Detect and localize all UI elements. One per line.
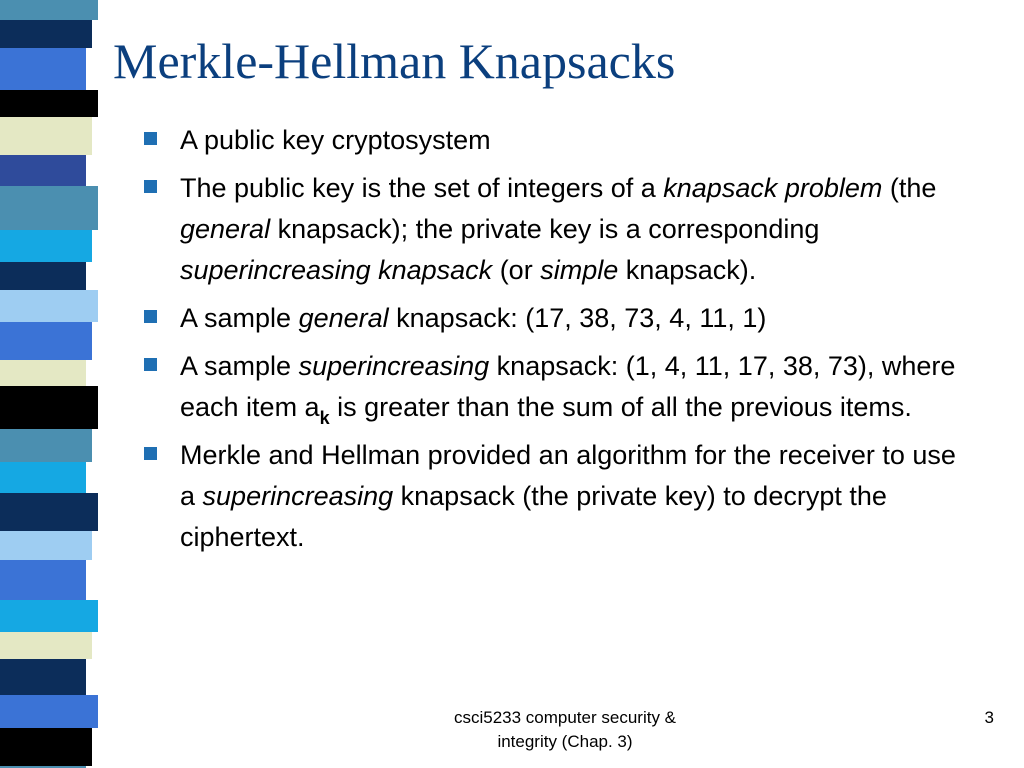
subscript-text: k <box>319 408 330 429</box>
stripe-block <box>0 462 86 493</box>
bullet-item <box>144 298 984 339</box>
stripe-block <box>0 560 86 600</box>
text-segment: (or <box>492 255 541 285</box>
text-segment: (the <box>882 173 937 203</box>
bullet-text <box>180 168 970 291</box>
stripe-block <box>0 429 92 462</box>
italic-text: general <box>180 214 271 244</box>
stripe-block <box>0 632 92 659</box>
italic-text: superincreasing <box>202 481 394 511</box>
stripe-block <box>0 531 92 560</box>
stripe-block <box>0 728 92 766</box>
bullet-text <box>180 298 970 339</box>
stripe-block <box>0 155 86 186</box>
bullet-item <box>144 346 984 428</box>
bullet-item <box>144 435 984 558</box>
italic-text: knapsack problem <box>663 173 883 203</box>
text-segment: Merkle and Hellman provided an algorithm for the receiver to use a <box>180 440 956 511</box>
stripe-block <box>0 186 98 230</box>
text-segment: is greater than the sum of all the previous items. <box>329 392 912 422</box>
stripe-block <box>0 90 98 117</box>
stripe-block <box>0 117 92 155</box>
bullet-text <box>180 346 970 428</box>
decorative-left-stripe <box>0 0 98 768</box>
slide-title: Merkle-Hellman Knapsacks <box>113 33 676 89</box>
bullet-list <box>144 120 984 565</box>
stripe-block <box>0 493 98 531</box>
stripe-block <box>0 262 86 290</box>
stripe-block <box>0 20 92 48</box>
stripe-block <box>0 386 98 429</box>
stripe-block <box>0 322 92 360</box>
text-segment: knapsack). <box>618 255 757 285</box>
square-bullet-icon <box>144 132 157 145</box>
text-segment: knapsack: (1, 4, 11, 17, 38, 73), where each item a <box>180 351 956 422</box>
italic-text: simple <box>540 255 619 285</box>
page-number: 3 <box>984 708 994 727</box>
bullet-text <box>180 435 970 558</box>
stripe-block <box>0 695 98 728</box>
text-segment: knapsack (the private key) to decrypt the ciphertext. <box>180 481 887 552</box>
text-segment: A sample <box>180 303 299 333</box>
square-bullet-icon <box>144 180 157 193</box>
stripe-block <box>0 360 86 386</box>
stripe-block <box>0 0 98 20</box>
footer-course-line-1: csci5233 computer security & <box>453 708 677 727</box>
italic-text: superincreasing knapsack <box>180 255 493 285</box>
stripe-block <box>0 48 86 90</box>
stripe-block <box>0 600 98 632</box>
text-segment: The public key is the set of integers of a <box>180 173 664 203</box>
square-bullet-icon <box>144 310 157 323</box>
bullet-item <box>144 168 984 291</box>
stripe-block <box>0 230 92 262</box>
text-segment: A sample <box>180 351 299 381</box>
italic-text: general <box>298 303 389 333</box>
italic-text: superincreasing <box>298 351 490 381</box>
bullet-text <box>180 120 970 161</box>
footer-course-line-2: integrity (Chap. 3) <box>497 732 633 751</box>
text-segment: A public key cryptosystem <box>180 125 491 155</box>
square-bullet-icon <box>144 358 157 371</box>
stripe-block <box>0 290 98 322</box>
bullet-item <box>144 120 984 161</box>
text-segment: knapsack); the private key is a corresponding <box>270 214 820 244</box>
square-bullet-icon <box>144 447 157 460</box>
text-segment: knapsack: (17, 38, 73, 4, 11, 1) <box>388 303 767 333</box>
stripe-block <box>0 659 86 695</box>
slide-footer-course <box>415 706 715 754</box>
